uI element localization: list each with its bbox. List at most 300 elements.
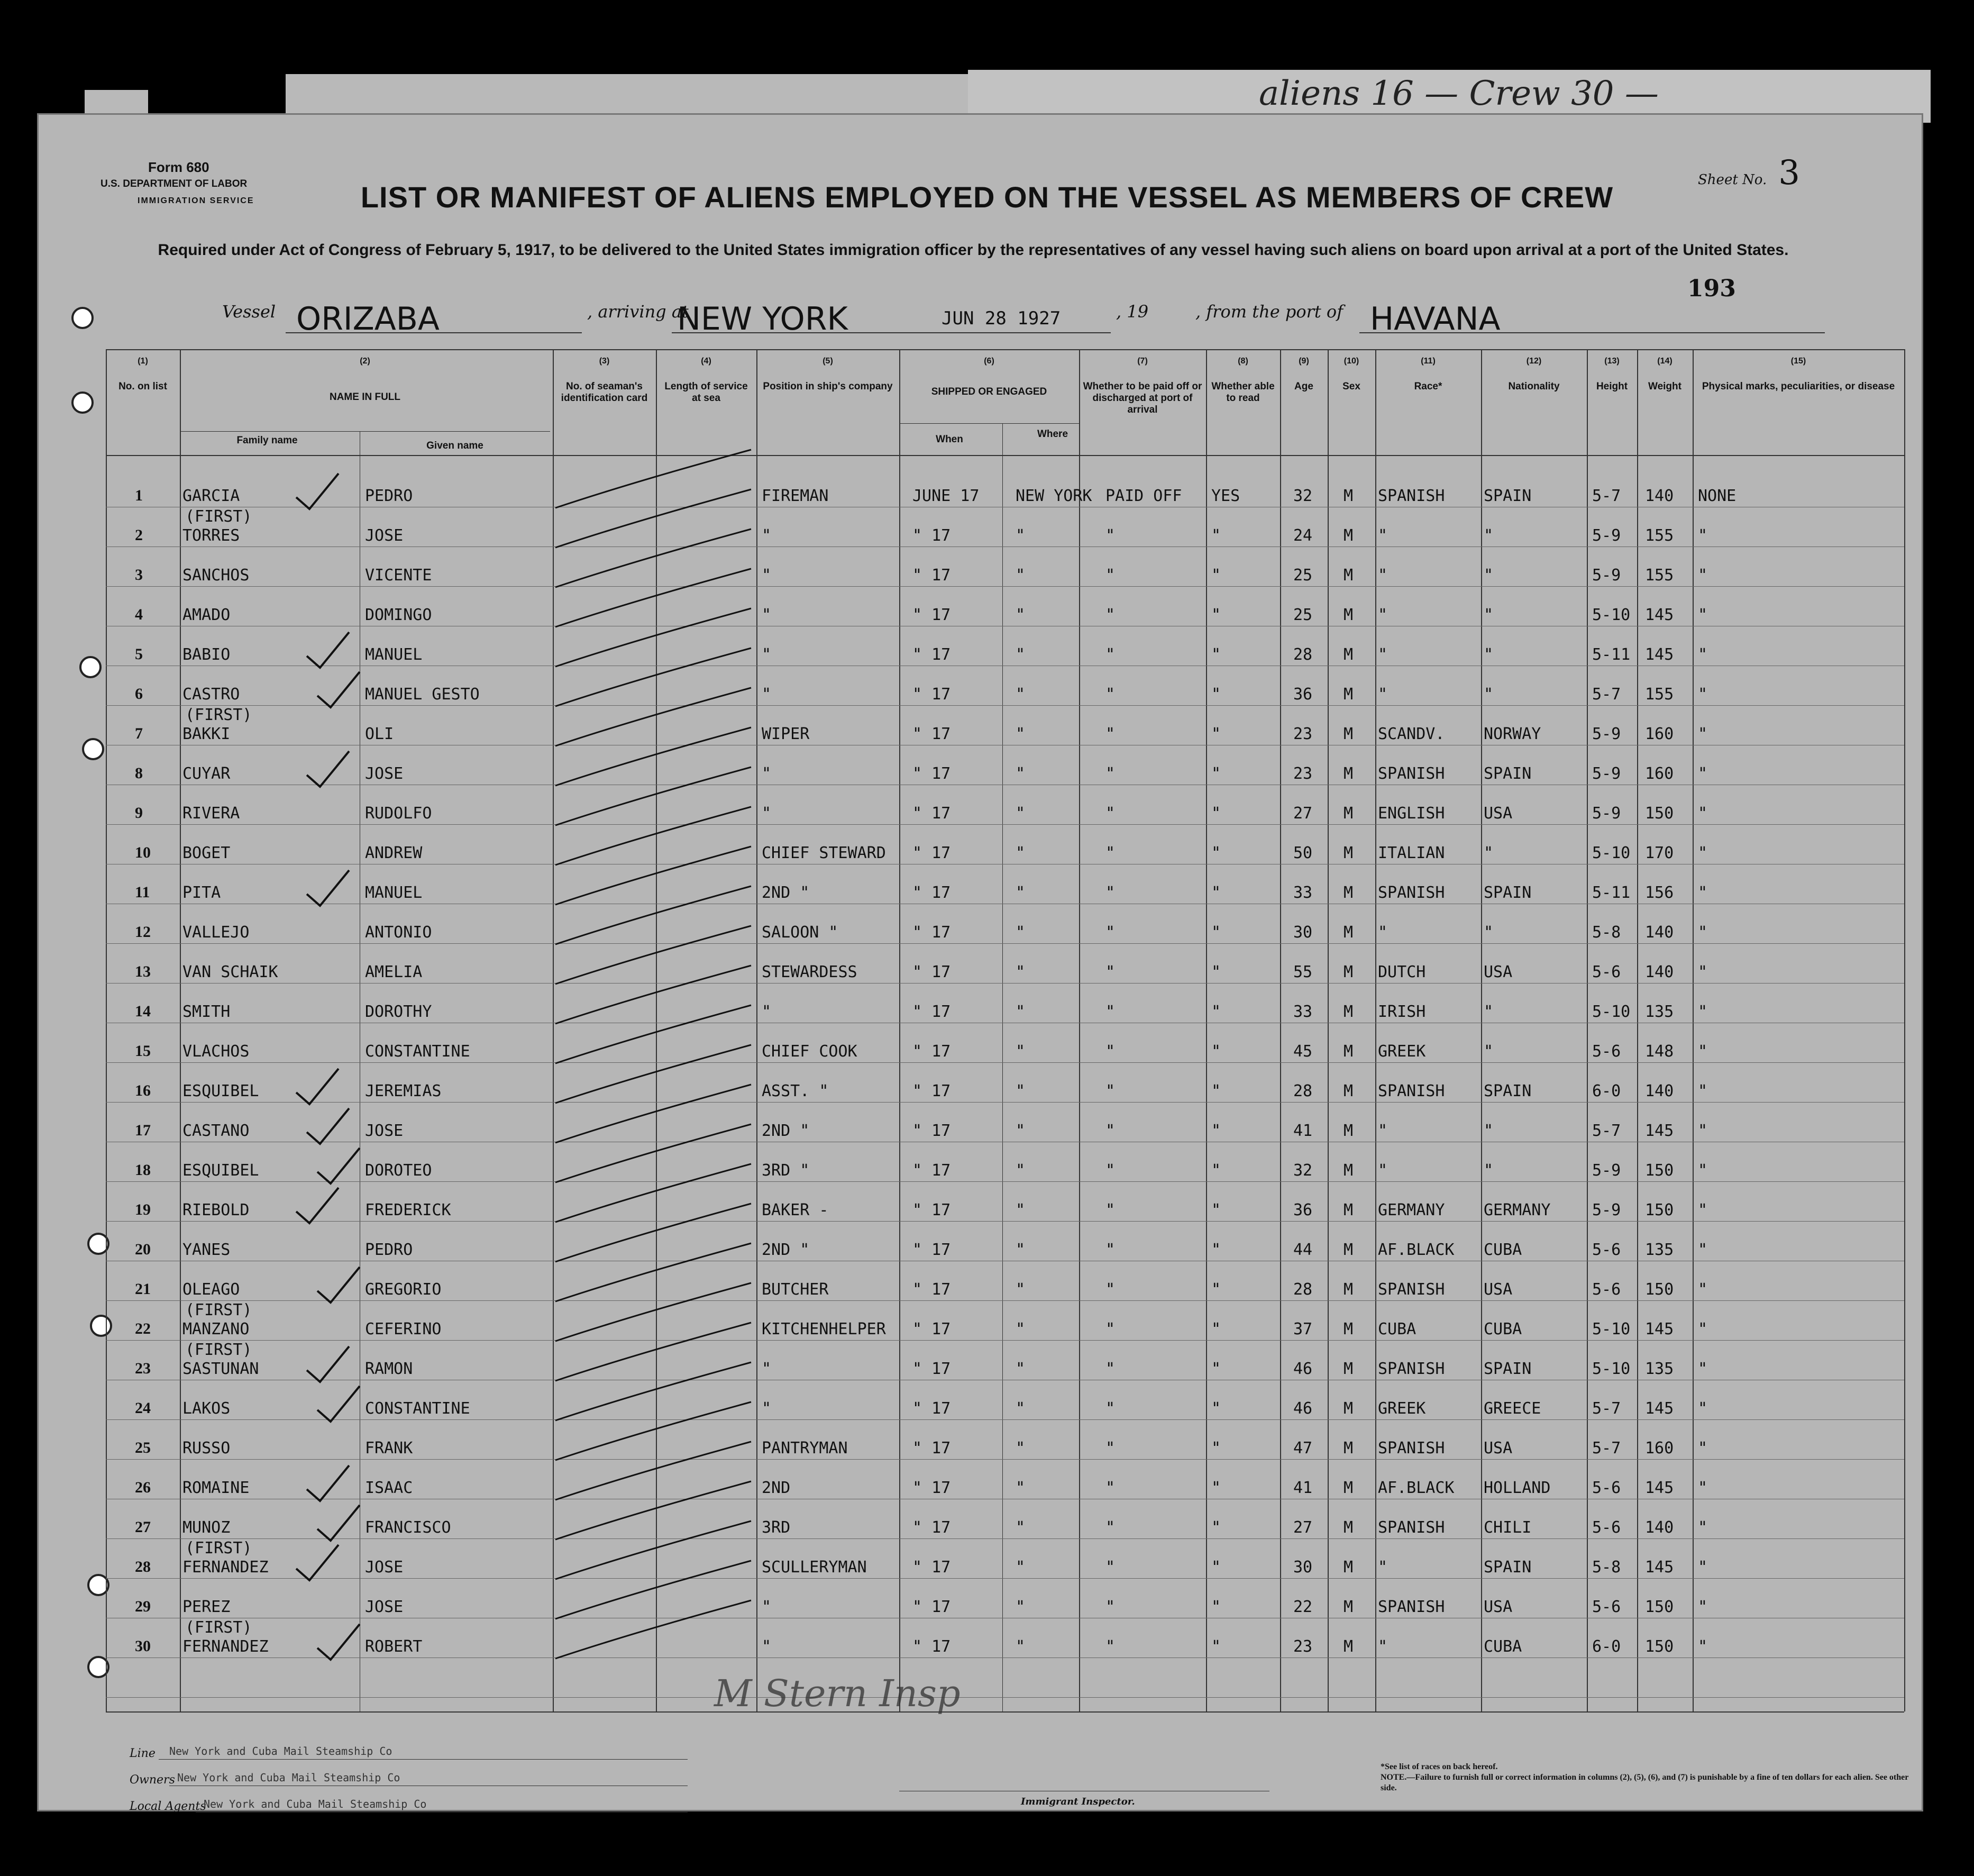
- cell-no: 30: [135, 1637, 151, 1655]
- cell-family: ROMAINE: [182, 1479, 250, 1497]
- cell-where: ": [1016, 1360, 1026, 1378]
- cell-ht: 5-8: [1592, 923, 1621, 942]
- cell-family: PEREZ: [182, 1598, 231, 1616]
- cell-age: 30: [1293, 923, 1313, 942]
- cell-ht: 5-9: [1592, 1201, 1621, 1219]
- column-header: Whether able to read: [1211, 381, 1275, 404]
- cell-paid: ": [1105, 1241, 1116, 1259]
- cell-first-marker: (FIRST): [185, 1341, 252, 1359]
- cell-pos: ": [762, 1598, 772, 1616]
- cell-pos: BUTCHER: [762, 1280, 829, 1299]
- cell-wt: 150: [1645, 1201, 1674, 1219]
- cell-ht: 5-10: [1592, 1360, 1631, 1378]
- cell-sex: M: [1344, 1439, 1354, 1458]
- cell-nat: USA: [1484, 1439, 1513, 1458]
- column-number: (4): [701, 357, 711, 366]
- cell-race: SPANISH: [1378, 1360, 1445, 1378]
- cell-nat: NORWAY: [1484, 725, 1541, 743]
- cell-paid: ": [1105, 526, 1116, 545]
- cell-ht: 5-11: [1592, 884, 1631, 902]
- line-value: New York and Cuba Mail Steamship Co: [169, 1745, 392, 1757]
- cell-marks: ": [1698, 685, 1708, 704]
- cell-no: 12: [135, 923, 151, 941]
- cell-where: ": [1016, 844, 1026, 862]
- cell-where: ": [1016, 1241, 1026, 1259]
- cell-race: AF.BLACK: [1378, 1241, 1455, 1259]
- cell-pos: ": [762, 645, 772, 664]
- cell-family: CASTANO: [182, 1122, 250, 1140]
- column-number: (8): [1238, 357, 1248, 366]
- cell-when: " 17: [912, 1399, 951, 1418]
- cell-nat: GERMANY: [1484, 1201, 1551, 1219]
- cell-family: SMITH: [182, 1003, 231, 1021]
- cell-family: SANCHOS: [182, 566, 250, 585]
- handwritten-top-note: aliens 16 — Crew 30 —: [1259, 74, 1659, 113]
- cell-nat: ": [1484, 844, 1494, 862]
- cell-age: 23: [1293, 1637, 1313, 1656]
- cell-sex: M: [1344, 1042, 1354, 1061]
- cell-given: GREGORIO: [365, 1280, 442, 1299]
- cell-age: 36: [1293, 1201, 1313, 1219]
- cell-ht: 5-6: [1592, 1518, 1621, 1537]
- cell-when: " 17: [912, 1439, 951, 1458]
- vessel-label: Vessel: [222, 302, 276, 322]
- cell-where: ": [1016, 1280, 1026, 1299]
- cell-paid: ": [1105, 963, 1116, 981]
- cell-ht: 5-9: [1592, 764, 1621, 783]
- cell-given: MANUEL: [365, 645, 423, 664]
- cell-marks: ": [1698, 1637, 1708, 1656]
- cell-family: TORRES: [182, 526, 240, 545]
- cell-race: ": [1378, 526, 1388, 545]
- cell-ht: 5-6: [1592, 1280, 1621, 1299]
- cell-no: 23: [135, 1360, 151, 1377]
- cell-where: ": [1016, 725, 1026, 743]
- cell-wt: 145: [1645, 1558, 1674, 1577]
- cell-ht: 5-7: [1592, 685, 1621, 704]
- cell-paid: ": [1105, 685, 1116, 704]
- cell-wt: 135: [1645, 1003, 1674, 1021]
- cell-no: 18: [135, 1161, 151, 1179]
- footer-note: [1381, 1762, 1909, 1793]
- cell-family: CUYAR: [182, 764, 231, 783]
- cell-nat: SPAIN: [1484, 487, 1532, 505]
- cell-where: ": [1016, 1122, 1026, 1140]
- cell-age: 33: [1293, 1003, 1313, 1021]
- cell-sex: M: [1344, 1161, 1354, 1180]
- cell-pos: ": [762, 1637, 772, 1656]
- cell-no: 2: [135, 526, 143, 544]
- cell-race: SPANISH: [1378, 1082, 1445, 1100]
- column-number: (14): [1657, 357, 1673, 366]
- cell-where: ": [1016, 566, 1026, 585]
- cell-pos: SALOON ": [762, 923, 838, 942]
- cell-wt: 150: [1645, 804, 1674, 823]
- cell-sex: M: [1344, 1003, 1354, 1021]
- cell-sex: M: [1344, 606, 1354, 624]
- cell-given: OLI: [365, 725, 394, 743]
- cell-where: ": [1016, 1082, 1026, 1100]
- cell-paid: ": [1105, 1399, 1116, 1418]
- cell-paid: ": [1105, 1280, 1116, 1299]
- cell-given: FREDERICK: [365, 1201, 451, 1219]
- cell-where: ": [1016, 804, 1026, 823]
- cell-sex: M: [1344, 1082, 1354, 1100]
- cell-given: JEREMIAS: [365, 1082, 442, 1100]
- cell-sex: M: [1344, 804, 1354, 823]
- column-number: (12): [1526, 357, 1542, 366]
- cell-where: ": [1016, 1439, 1026, 1458]
- penalty-note: NOTE.—Failure to furnish full or correct information in columns (2), (5), (6), and (7) is punishable by a fine of ten dollars for each alien. See other side.: [1381, 1773, 1909, 1792]
- cell-family: ESQUIBEL: [182, 1082, 259, 1100]
- cell-no: 7: [135, 725, 143, 742]
- arriving-label: , arriving at: [587, 302, 689, 322]
- cell-race: SPANISH: [1378, 487, 1445, 505]
- cell-age: 27: [1293, 804, 1313, 823]
- owners-value: New York and Cuba Mail Steamship Co: [177, 1771, 400, 1784]
- cell-no: 5: [135, 645, 143, 663]
- cell-paid: ": [1105, 1201, 1116, 1219]
- cell-race: SPANISH: [1378, 1518, 1445, 1537]
- cell-paid: ": [1105, 1320, 1116, 1338]
- cell-sex: M: [1344, 685, 1354, 704]
- cell-nat: CHILI: [1484, 1518, 1532, 1537]
- cell-age: 24: [1293, 526, 1313, 545]
- cell-ht: 5-7: [1592, 487, 1621, 505]
- cell-wt: 145: [1645, 606, 1674, 624]
- cell-age: 23: [1293, 764, 1313, 783]
- cell-wt: 160: [1645, 764, 1674, 783]
- cell-where: NEW YORK: [1016, 487, 1092, 505]
- sheet-number-value: 3: [1778, 153, 1800, 193]
- cell-family: YANES: [182, 1241, 231, 1259]
- cell-ht: 5-10: [1592, 1003, 1631, 1021]
- cell-sex: M: [1344, 1241, 1354, 1259]
- cell-read: ": [1211, 566, 1221, 585]
- cell-race: ": [1378, 645, 1388, 664]
- cell-when: JUNE 17: [912, 487, 980, 505]
- cell-pos: PANTRYMAN: [762, 1439, 848, 1458]
- cell-race: ": [1378, 685, 1388, 704]
- cell-race: ": [1378, 1122, 1388, 1140]
- cell-no: 22: [135, 1320, 151, 1337]
- cell-paid: ": [1105, 1439, 1116, 1458]
- cell-given: CEFERINO: [365, 1320, 442, 1338]
- cell-marks: ": [1698, 764, 1708, 783]
- cell-wt: 156: [1645, 884, 1674, 902]
- cell-age: 37: [1293, 1320, 1313, 1338]
- cell-race: ITALIAN: [1378, 844, 1445, 862]
- cell-family: LAKOS: [182, 1399, 231, 1418]
- cell-given: CONSTANTINE: [365, 1399, 470, 1418]
- line-label: Line: [130, 1747, 156, 1760]
- cell-race: ": [1378, 923, 1388, 942]
- cell-when: " 17: [912, 1518, 951, 1537]
- cell-marks: ": [1698, 1201, 1708, 1219]
- cell-race: ENGLISH: [1378, 804, 1445, 823]
- cell-ht: 5-9: [1592, 725, 1621, 743]
- cell-when: " 17: [912, 1042, 951, 1061]
- column-number: (9): [1299, 357, 1309, 366]
- cell-age: 45: [1293, 1042, 1313, 1061]
- cell-no: 19: [135, 1201, 151, 1218]
- races-note: *See list of races on back hereof.: [1381, 1762, 1498, 1771]
- cell-paid: ": [1105, 1042, 1116, 1061]
- cell-race: ": [1378, 1558, 1388, 1577]
- cell-no: 8: [135, 764, 143, 782]
- cell-pos: 3RD ": [762, 1161, 810, 1180]
- column-header: No. on list: [118, 381, 167, 392]
- column-number: (3): [599, 357, 610, 366]
- cell-sex: M: [1344, 1598, 1354, 1616]
- cell-paid: ": [1105, 1122, 1116, 1140]
- cell-ht: 6-0: [1592, 1637, 1621, 1656]
- cell-first-marker: (FIRST): [185, 706, 252, 724]
- cell-when: " 17: [912, 725, 951, 743]
- cell-age: 32: [1293, 1161, 1313, 1180]
- cell-age: 36: [1293, 685, 1313, 704]
- cell-when: " 17: [912, 645, 951, 664]
- cell-pos: STEWARDESS: [762, 963, 857, 981]
- cell-where: ": [1016, 1161, 1026, 1180]
- cell-family: MUNOZ: [182, 1518, 231, 1537]
- cell-ht: 5-9: [1592, 566, 1621, 585]
- cell-race: SPANISH: [1378, 1439, 1445, 1458]
- cell-nat: ": [1484, 1042, 1494, 1061]
- cell-where: ": [1016, 963, 1026, 981]
- cell-where: ": [1016, 606, 1026, 624]
- cell-no: 26: [135, 1479, 151, 1496]
- cell-marks: ": [1698, 1280, 1708, 1299]
- cell-ht: 5-7: [1592, 1122, 1621, 1140]
- cell-given: DOROTHY: [365, 1003, 432, 1021]
- cell-where: ": [1016, 764, 1026, 783]
- cell-ht: 5-10: [1592, 606, 1631, 624]
- cell-paid: ": [1105, 725, 1116, 743]
- cell-pos: ": [762, 804, 772, 823]
- cell-nat: ": [1484, 566, 1494, 585]
- cell-given: ROBERT: [365, 1637, 423, 1656]
- cell-no: 1: [135, 487, 143, 504]
- column-header: Height: [1596, 381, 1628, 392]
- cell-nat: CUBA: [1484, 1241, 1522, 1259]
- cell-no: 28: [135, 1558, 151, 1576]
- cell-sex: M: [1344, 1201, 1354, 1219]
- cell-read: ": [1211, 963, 1221, 981]
- cell-when: " 17: [912, 1558, 951, 1577]
- cell-given: FRANK: [365, 1439, 413, 1458]
- cell-read: ": [1211, 685, 1221, 704]
- cell-marks: ": [1698, 1042, 1708, 1061]
- agents-value: New York and Cuba Mail Steamship Co: [204, 1798, 427, 1810]
- cell-read: ": [1211, 1003, 1221, 1021]
- cell-read: ": [1211, 1042, 1221, 1061]
- cell-paid: ": [1105, 844, 1116, 862]
- cell-age: 41: [1293, 1122, 1313, 1140]
- cell-race: GERMANY: [1378, 1201, 1445, 1219]
- cell-nat: USA: [1484, 804, 1513, 823]
- cell-wt: 145: [1645, 645, 1674, 664]
- cell-sex: M: [1344, 923, 1354, 942]
- cell-age: 23: [1293, 725, 1313, 743]
- cell-when: " 17: [912, 1241, 951, 1259]
- cell-race: SPANISH: [1378, 764, 1445, 783]
- cell-paid: ": [1105, 764, 1116, 783]
- cell-paid: ": [1105, 1360, 1116, 1378]
- cell-given: ANDREW: [365, 844, 423, 862]
- cell-given: RAMON: [365, 1360, 413, 1378]
- cell-race: SPANISH: [1378, 1280, 1445, 1299]
- cell-wt: 155: [1645, 685, 1674, 704]
- cell-where: ": [1016, 645, 1026, 664]
- cell-read: ": [1211, 1082, 1221, 1100]
- inspector-label: Immigrant Inspector.: [1021, 1796, 1135, 1807]
- cell-sex: M: [1344, 566, 1354, 585]
- cell-age: 25: [1293, 566, 1313, 585]
- cell-pos: 2ND: [762, 1479, 791, 1497]
- cell-when: " 17: [912, 1360, 951, 1378]
- cell-family: RUSSO: [182, 1439, 231, 1458]
- cell-when: " 17: [912, 764, 951, 783]
- cell-family: BAKKI: [182, 725, 231, 743]
- cell-given: DOMINGO: [365, 606, 432, 624]
- when-subheader: When: [936, 434, 963, 445]
- cell-given: ANTONIO: [365, 923, 432, 942]
- cell-sex: M: [1344, 1399, 1354, 1418]
- cell-paid: ": [1105, 804, 1116, 823]
- cell-family: CASTRO: [182, 685, 240, 704]
- cell-when: " 17: [912, 606, 951, 624]
- cell-age: 28: [1293, 645, 1313, 664]
- cell-race: GREEK: [1378, 1399, 1426, 1418]
- column-header: Weight: [1648, 381, 1681, 392]
- service: IMMIGRATION SERVICE: [138, 196, 254, 205]
- cell-wt: 150: [1645, 1280, 1674, 1299]
- cell-nat: USA: [1484, 1598, 1513, 1616]
- cell-nat: SPAIN: [1484, 1082, 1532, 1100]
- cell-read: ": [1211, 1439, 1221, 1458]
- cell-age: 50: [1293, 844, 1313, 862]
- cell-family: BABIO: [182, 645, 231, 664]
- cell-read: ": [1211, 1479, 1221, 1497]
- cell-marks: ": [1698, 1161, 1708, 1180]
- cell-where: ": [1016, 1201, 1026, 1219]
- cell-no: 16: [135, 1082, 151, 1099]
- cell-family: OLEAGO: [182, 1280, 240, 1299]
- cell-when: " 17: [912, 1598, 951, 1616]
- cell-race: ": [1378, 566, 1388, 585]
- cell-ht: 5-10: [1592, 1320, 1631, 1338]
- cell-ht: 5-6: [1592, 1042, 1621, 1061]
- cell-where: ": [1016, 923, 1026, 942]
- cell-pos: 3RD: [762, 1518, 791, 1537]
- cell-when: " 17: [912, 566, 951, 585]
- cell-marks: ": [1698, 606, 1708, 624]
- column-header: Whether to be paid off or discharged at port of arrival: [1083, 381, 1202, 415]
- cell-sex: M: [1344, 645, 1354, 664]
- cell-wt: 150: [1645, 1637, 1674, 1656]
- cell-family: PITA: [182, 884, 221, 902]
- cell-age: 30: [1293, 1558, 1313, 1577]
- cell-marks: ": [1698, 1558, 1708, 1577]
- column-header: Physical marks, peculiarities, or disease: [1702, 381, 1895, 392]
- cell-when: " 17: [912, 963, 951, 981]
- cell-pos: KITCHENHELPER: [762, 1320, 886, 1338]
- cell-family: RIVERA: [182, 804, 240, 823]
- cell-race: AF.BLACK: [1378, 1479, 1455, 1497]
- cell-given: JOSE: [365, 526, 404, 545]
- cell-family: AMADO: [182, 606, 231, 624]
- cell-no: 29: [135, 1598, 151, 1615]
- cell-given: PEDRO: [365, 487, 413, 505]
- cell-ht: 5-6: [1592, 1241, 1621, 1259]
- cell-pos: ": [762, 1003, 772, 1021]
- cell-sex: M: [1344, 1360, 1354, 1378]
- form-number: Form 680: [148, 159, 209, 175]
- cell-wt: 145: [1645, 1122, 1674, 1140]
- cell-sex: M: [1344, 1518, 1354, 1537]
- cell-first-marker: (FIRST): [185, 1618, 252, 1637]
- cell-read: ": [1211, 1399, 1221, 1418]
- cell-wt: 155: [1645, 526, 1674, 545]
- cell-family: MANZANO: [182, 1320, 250, 1338]
- cell-sex: M: [1344, 1479, 1354, 1497]
- cell-sex: M: [1344, 1320, 1354, 1338]
- cell-marks: ": [1698, 526, 1708, 545]
- cell-read: ": [1211, 1320, 1221, 1338]
- cell-first-marker: (FIRST): [185, 1301, 252, 1319]
- cell-no: 24: [135, 1399, 151, 1417]
- cell-paid: ": [1105, 645, 1116, 664]
- cell-nat: SPAIN: [1484, 884, 1532, 902]
- cell-wt: 145: [1645, 1399, 1674, 1418]
- cell-read: ": [1211, 1241, 1221, 1259]
- cell-given: VICENTE: [365, 566, 432, 585]
- cell-given: PEDRO: [365, 1241, 413, 1259]
- cell-nat: SPAIN: [1484, 764, 1532, 783]
- cell-wt: 135: [1645, 1241, 1674, 1259]
- cell-race: GREEK: [1378, 1042, 1426, 1061]
- cell-ht: 5-6: [1592, 1598, 1621, 1616]
- cell-age: 46: [1293, 1360, 1313, 1378]
- cell-nat: CUBA: [1484, 1637, 1522, 1656]
- cell-pos: ": [762, 685, 772, 704]
- column-number: (1): [138, 357, 148, 366]
- cell-read: ": [1211, 606, 1221, 624]
- cell-given: FRANCISCO: [365, 1518, 451, 1537]
- cell-read: ": [1211, 1122, 1221, 1140]
- cell-read: ": [1211, 1360, 1221, 1378]
- cell-age: 41: [1293, 1479, 1313, 1497]
- from-port: HAVANA: [1370, 300, 1501, 338]
- cell-given: JOSE: [365, 764, 404, 783]
- column-number: (2): [360, 357, 370, 366]
- column-number: (15): [1790, 357, 1806, 366]
- page-title: LIST OR MANIFEST OF ALIENS EMPLOYED ON THE VESSEL AS MEMBERS OF CREW: [360, 180, 1614, 214]
- cell-age: 47: [1293, 1439, 1313, 1458]
- where-subheader: Where: [1037, 429, 1068, 440]
- cell-wt: 150: [1645, 1161, 1674, 1180]
- cell-wt: 140: [1645, 963, 1674, 981]
- year-label: , 19: [1116, 302, 1149, 322]
- cell-wt: 140: [1645, 1518, 1674, 1537]
- cell-no: 4: [135, 606, 143, 623]
- cell-pos: SCULLERYMAN: [762, 1558, 867, 1577]
- given-name-subheader: Given name: [426, 440, 483, 451]
- cell-no: 25: [135, 1439, 151, 1456]
- cell-no: 6: [135, 685, 143, 703]
- cell-ht: 5-8: [1592, 1558, 1621, 1577]
